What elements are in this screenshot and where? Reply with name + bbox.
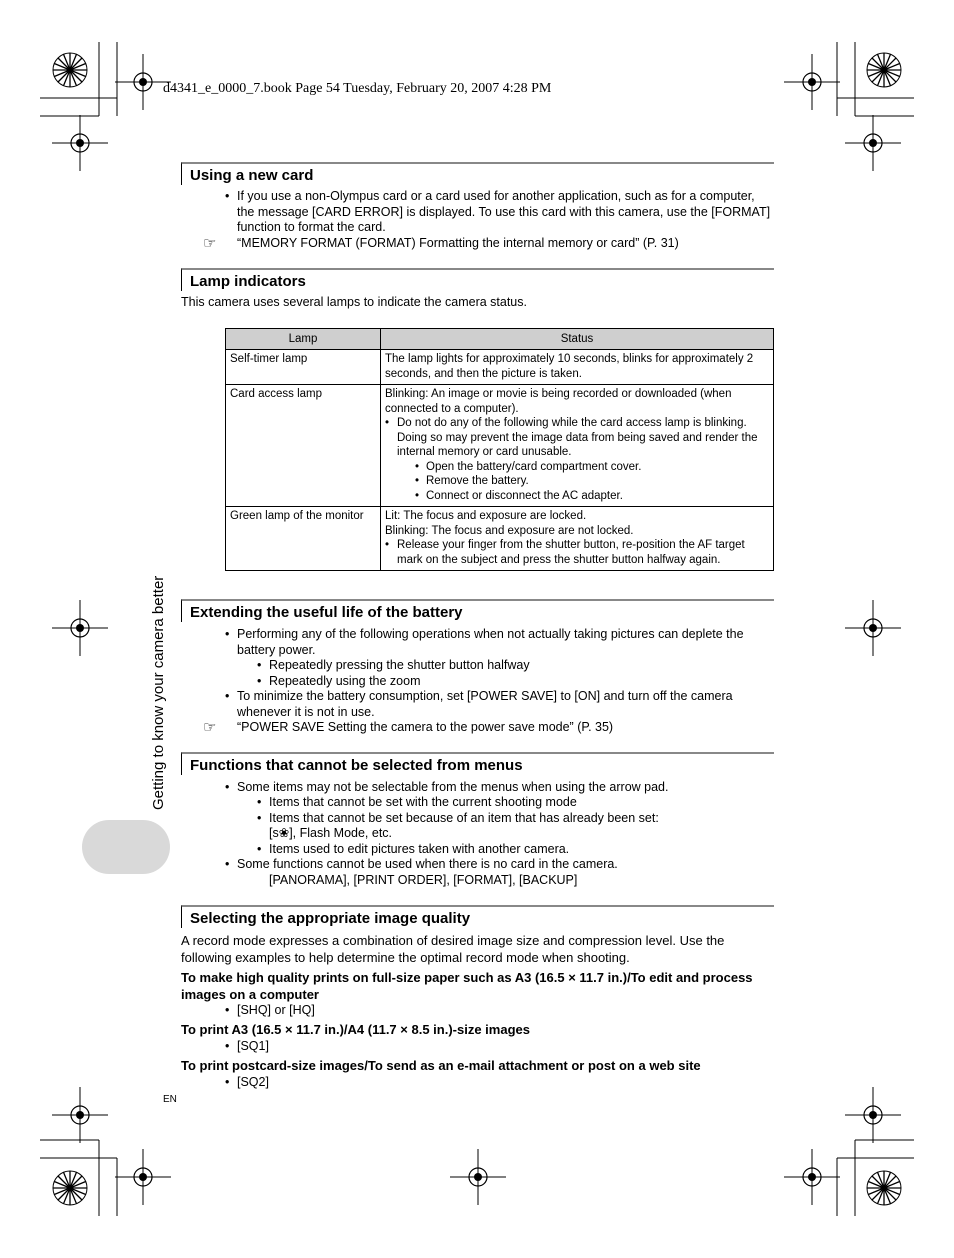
- language-label: EN: [163, 1094, 177, 1105]
- book-header: d4341_e_0000_7.book Page 54 Tuesday, February 20, 2007 4:28 PM: [163, 81, 552, 96]
- lamp-table: [225, 328, 774, 571]
- quality-case-heading: To print postcard-size images/To send as an e-mail attachment or post on a web site: [181, 1058, 701, 1073]
- quality-case-heading: To make high quality prints on full-size paper such as A3 (16.5 × 11.7 in.)/To edit and process images on a computer: [181, 970, 753, 1002]
- table-row: [226, 350, 774, 385]
- bullet-item: • To minimize the battery consumption, set [POWER SAVE] to [ON] and turn off the camera whenever it is not in use.: [225, 689, 733, 719]
- sub-bullet-item: • Items that cannot be set because of an item that has already been set:: [257, 811, 659, 825]
- reference-icon: ☞: [203, 235, 217, 252]
- function-list: [PANORAMA], [PRINT ORDER], [FORMAT], [BACKUP]: [269, 873, 578, 887]
- reference-text: “MEMORY FORMAT (FORMAT) Formatting the internal memory or card” (P. 31): [237, 236, 679, 250]
- lamp-cell: Green lamp of the monitor: [226, 507, 381, 571]
- sub-bullet-item: • Repeatedly using the zoom: [257, 674, 421, 688]
- lamp-cell: Card access lamp: [226, 385, 381, 507]
- section-heading-functions: Functions that cannot be selected from menus: [181, 752, 774, 775]
- section-heading-battery: Extending the useful life of the battery: [181, 599, 774, 622]
- status-cell: The lamp lights for approximately 10 seconds, blinks for approximately 2 seconds, and then the picture is taken.: [381, 350, 774, 385]
- bullet-item: • If you use a non-Olympus card or a card used for another application, such as for a computer, the message [CARD ERROR] is displayed. To use this card with this camera, use the [FORMAT] function to format the card.: [225, 189, 771, 235]
- quality-mode: • [SQ2]: [225, 1075, 269, 1089]
- quality-case-heading: To print A3 (16.5 × 11.7 in.)/A4 (11.7 × 8.5 in.)-size images: [181, 1022, 530, 1037]
- status-cell: Blinking: An image or movie is being recorded or downloaded (when connected to a computer). • Do not do any of the following while the card access lamp is blinking. Doing so may prevent the image data from being saved and render the internal memory or card unusable. • Open the battery/card compartment cover. • Remove the battery. • Connect or disconnect the AC adapter.: [381, 385, 774, 507]
- lamp-cell: Self-timer lamp: [226, 350, 381, 385]
- quality-mode: • [SHQ] or [HQ]: [225, 1003, 315, 1017]
- quality-intro: A record mode expresses a combination of desired image size and compression level. Use the following examples to help determine the optimal record mode when shooting.: [181, 933, 725, 965]
- sub-bullet-item: • Repeatedly pressing the shutter button halfway: [257, 658, 530, 672]
- bullet-item: • Some items may not be selectable from the menus when using the arrow pad.: [225, 780, 669, 794]
- section-heading-quality: Selecting the appropriate image quality: [181, 905, 774, 928]
- sub-bullet-item: • Items used to edit pictures taken with another camera.: [257, 842, 570, 856]
- bullet-item: • Performing any of the following operations when not actually taking pictures can deplete the battery power.: [225, 627, 744, 657]
- bullet-item: • Some functions cannot be used when there is no card in the camera.: [225, 857, 618, 871]
- reference-icon: ☞: [203, 719, 217, 736]
- reference-text: “POWER SAVE Setting the camera to the power save mode” (P. 35): [237, 720, 614, 734]
- sub-bullet-continuation: [s❀], Flash Mode, etc.: [269, 826, 393, 840]
- section-heading-new-card: Using a new card: [181, 162, 774, 185]
- table-row: [226, 385, 774, 507]
- col-status: Status: [381, 329, 774, 350]
- sub-bullet-item: • Items that cannot be set with the current shooting mode: [257, 795, 577, 809]
- table-header-row: [226, 329, 774, 350]
- chapter-title: Getting to know your camera better: [150, 575, 167, 810]
- col-lamp: Lamp: [226, 329, 381, 350]
- table-row: [226, 507, 774, 571]
- status-cell: Lit: The focus and exposure are locked. Blinking: The focus and exposure are not locked. • Release your finger from the shutter button, re-position the AF target mark on the subject and press the shutter button halfway again.: [381, 507, 774, 571]
- lamp-intro: This camera uses several lamps to indicate the camera status.: [181, 295, 527, 309]
- chapter-tab: [82, 820, 170, 874]
- section-heading-lamp: Lamp indicators: [181, 268, 774, 291]
- quality-mode: • [SQ1]: [225, 1039, 269, 1053]
